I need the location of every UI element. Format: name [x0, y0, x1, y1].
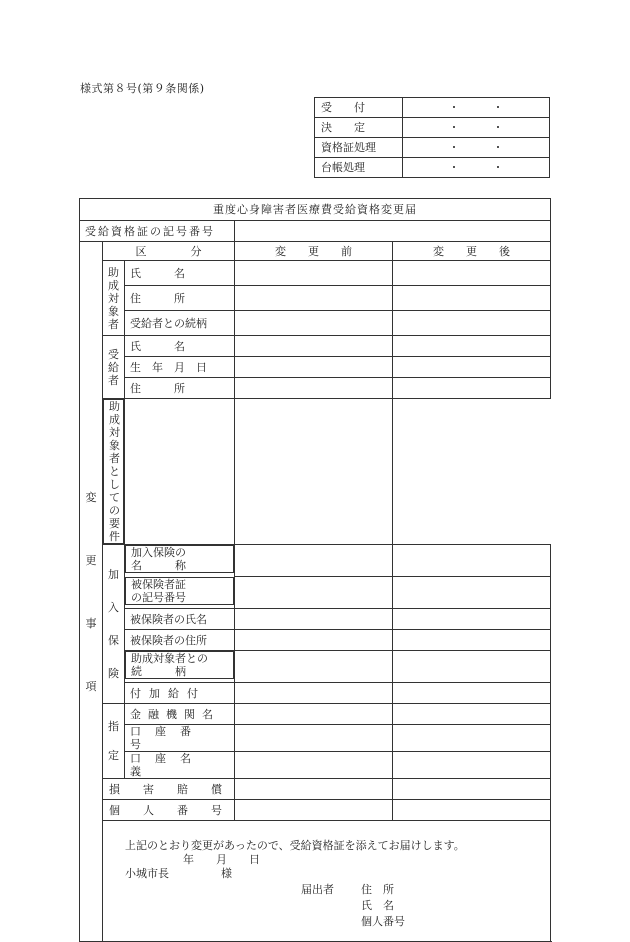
- recipient-name-before[interactable]: [235, 336, 393, 357]
- insured-cert-before[interactable]: [235, 577, 393, 609]
- declaration-section: [103, 821, 551, 942]
- damages-before[interactable]: [235, 779, 393, 800]
- subject-name-label: 氏 名: [125, 261, 235, 286]
- office-date-decision: ・ ・: [403, 118, 550, 138]
- insured-cert-label: 被保険者証 の記号番号: [125, 577, 234, 605]
- account-holder-before[interactable]: [235, 752, 393, 779]
- supplement-before[interactable]: [235, 683, 393, 704]
- subject-name-after[interactable]: [393, 261, 551, 286]
- office-label-decision: 決 定: [315, 118, 403, 138]
- insured-address-label: 被保険者の住所: [125, 630, 235, 651]
- personal-number-before[interactable]: [235, 800, 393, 821]
- office-date-reception: ・ ・: [403, 98, 550, 118]
- office-label-ledger: 台帳処理: [315, 158, 403, 178]
- subject-relation-label: 受給者との続柄: [125, 311, 235, 336]
- cert-number-field[interactable]: [235, 221, 551, 242]
- recipient-address-label: 住 所: [125, 378, 235, 399]
- damages-label: 損 害 賠 償: [103, 779, 235, 800]
- office-date-certificate: ・ ・: [403, 138, 550, 158]
- bank-after[interactable]: [393, 704, 551, 725]
- subject-insured-relation-label: 助成対象者との 続 柄: [125, 651, 234, 679]
- office-label-reception: 受 付: [315, 98, 403, 118]
- insured-name-before[interactable]: [235, 609, 393, 630]
- group-subject-label: 助 成 対 象 者: [103, 261, 125, 336]
- declaration-statement: 上記のとおり変更があったので、受給資格証を添えてお届けします。: [125, 839, 465, 852]
- change-form-table: [79, 198, 551, 942]
- subject-name-before[interactable]: [235, 261, 393, 286]
- recipient-birth-before[interactable]: [235, 357, 393, 378]
- insured-address-after[interactable]: [393, 630, 551, 651]
- recipient-address-after[interactable]: [393, 378, 551, 399]
- declaration-date[interactable]: 年 月 日: [183, 853, 260, 866]
- subject-relation-before[interactable]: [235, 311, 393, 336]
- group-recipient-label: 受 給 者: [103, 336, 125, 399]
- insurance-name-before[interactable]: [235, 545, 393, 577]
- damages-after[interactable]: [393, 779, 551, 800]
- office-use-box: [314, 97, 550, 178]
- insured-name-after[interactable]: [393, 609, 551, 630]
- recipient-birth-after[interactable]: [393, 357, 551, 378]
- subject-insured-relation-after[interactable]: [393, 651, 551, 683]
- applicant-address-label: 住 所: [361, 883, 394, 896]
- account-number-after[interactable]: [393, 725, 551, 752]
- personal-number-label: 個 人 番 号: [103, 800, 235, 821]
- subject-address-label: 住 所: [125, 286, 235, 311]
- insured-cert-after[interactable]: [393, 577, 551, 609]
- before-header: 変 更 前: [235, 242, 393, 261]
- addressee: 小城市長: [125, 867, 169, 880]
- recipient-name-after[interactable]: [393, 336, 551, 357]
- account-holder-after[interactable]: [393, 752, 551, 779]
- after-header: 変 更 後: [393, 242, 551, 261]
- recipient-birth-label: 生 年 月 日: [125, 357, 235, 378]
- group-account-label: 指 定: [103, 704, 125, 779]
- subject-insured-relation-before[interactable]: [235, 651, 393, 683]
- bank-label: 金融機関名: [125, 704, 235, 725]
- bank-before[interactable]: [235, 704, 393, 725]
- addressee-honorific: 様: [221, 867, 232, 880]
- account-holder-label: 口座名義: [125, 752, 235, 779]
- group-insurance-label: 加 入 保 険: [103, 545, 125, 704]
- insured-name-label: 被保険者の氏名: [125, 609, 235, 630]
- account-number-label: 口座番号: [125, 725, 235, 752]
- requirement-after[interactable]: [235, 399, 393, 545]
- recipient-name-label: 氏 名: [125, 336, 235, 357]
- insured-address-before[interactable]: [235, 630, 393, 651]
- form-number: 様式第８号(第９条関係): [80, 82, 205, 95]
- supplement-after[interactable]: [393, 683, 551, 704]
- insurance-name-after[interactable]: [393, 545, 551, 577]
- subject-address-after[interactable]: [393, 286, 551, 311]
- change-items-label: 変 更 事 項: [80, 242, 103, 942]
- applicant-label: 届出者: [301, 883, 334, 896]
- office-date-ledger: ・ ・: [403, 158, 550, 178]
- form-title: 重度心身障害者医療費受給資格変更届: [80, 199, 551, 221]
- category-header: 区 分: [103, 242, 235, 261]
- applicant-name-label: 氏 名: [361, 899, 394, 912]
- account-number-before[interactable]: [235, 725, 393, 752]
- requirement-label: 助成対象者 としての要件: [103, 399, 124, 544]
- subject-address-before[interactable]: [235, 286, 393, 311]
- subject-relation-after[interactable]: [393, 311, 551, 336]
- office-label-certificate: 資格証処理: [315, 138, 403, 158]
- recipient-address-before[interactable]: [235, 378, 393, 399]
- requirement-before[interactable]: [125, 399, 235, 545]
- personal-number-after[interactable]: [393, 800, 551, 821]
- applicant-personal-number-label: 個人番号: [361, 915, 405, 928]
- cert-number-label: 受給資格証の記号番号: [80, 221, 235, 242]
- supplement-label: 付加給付: [125, 683, 235, 704]
- insurance-name-label: 加入保険の 名 称: [125, 545, 234, 573]
